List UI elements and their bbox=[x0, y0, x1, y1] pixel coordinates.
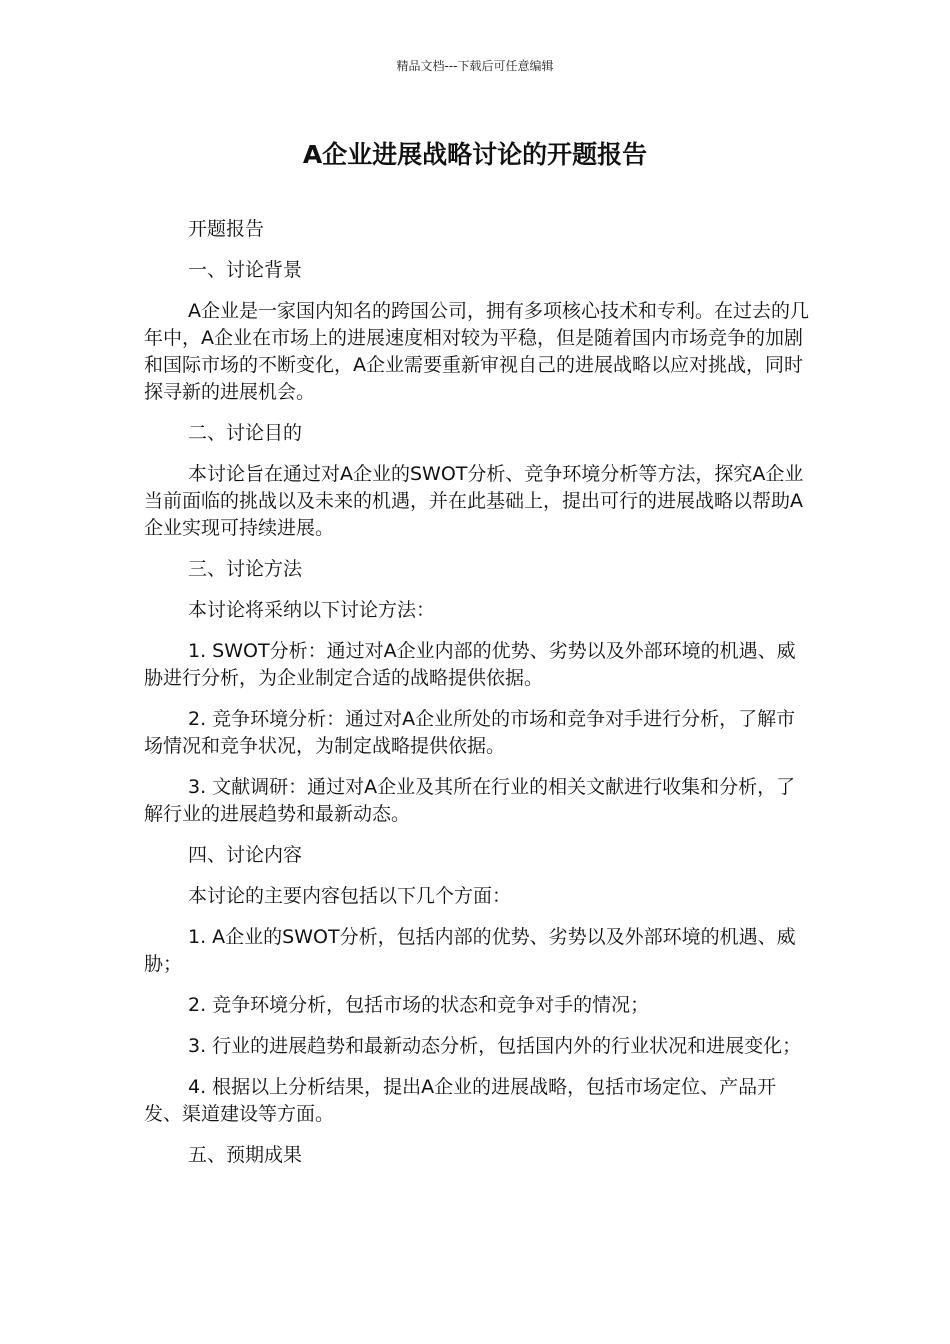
paragraph-purpose: 本讨论旨在通过对A企业的SWOT分析、竞争环境分析等方法，探究A企业当前面临的挑战以及未来的机遇，并在此基础上，提出可行的进展战略以帮助A企业实现可持续进展。 bbox=[144, 463, 804, 539]
list-item-content-1: 1. A企业的SWOT分析，包括内部的优势、劣势以及外部环境的机遇、威胁； bbox=[144, 926, 796, 975]
section-heading-outcomes: 五、预期成果 bbox=[188, 1144, 303, 1166]
list-item-method-2: 2. 竞争环境分析：通过对A企业所处的市场和竞争对手进行分析，了解市场情况和竞争状况，为制定战略提供依据。 bbox=[144, 708, 796, 757]
list-item-method-3: 3. 文献调研：通过对A企业及其所在行业的相关文献进行收集和分析，了解行业的进展趋势和最新动态。 bbox=[144, 776, 796, 825]
list-item-content-4: 4. 根据以上分析结果，提出A企业的进展战略，包括市场定位、产品开发、渠道建设等方面。 bbox=[144, 1076, 777, 1125]
paragraph-methods-intro: 本讨论将采纳以下讨论方法： bbox=[188, 599, 436, 621]
list-item-method-1: 1. SWOT分析：通过对A企业内部的优势、劣势以及外部环境的机遇、威胁进行分析，为企业制定合适的战略提供依据。 bbox=[144, 640, 796, 689]
section-heading-purpose: 二、讨论目的 bbox=[188, 422, 303, 444]
paragraph-report-label: 开题报告 bbox=[188, 218, 265, 240]
section-heading-content: 四、讨论内容 bbox=[188, 844, 303, 866]
paragraph-background: A企业是一家国内知名的跨国公司，拥有多项核心技术和专利。在过去的几年中，A企业在市场上的进展速度相对较为平稳，但是随着国内市场竞争的加剧和国际市场的不断变化，A企业需要重新审视自己的进展战略以应对挑战，同时探寻新的进展机会。 bbox=[144, 300, 809, 403]
section-heading-background: 一、讨论背景 bbox=[188, 259, 303, 281]
document-body bbox=[144, 216, 810, 1183]
list-item-content-3: 3. 行业的进展趋势和最新动态分析，包括国内外的行业状况和进展变化； bbox=[188, 1035, 802, 1057]
section-heading-methods: 三、讨论方法 bbox=[188, 558, 303, 580]
page-header: 精品文档---下载后可任意编辑 bbox=[396, 59, 554, 73]
document-title: A企业进展战略讨论的开题报告 bbox=[302, 140, 648, 169]
list-item-content-2: 2. 竞争环境分析，包括市场的状态和竞争对手的情况； bbox=[188, 994, 650, 1016]
paragraph-content-intro: 本讨论的主要内容包括以下几个方面： bbox=[188, 885, 512, 907]
